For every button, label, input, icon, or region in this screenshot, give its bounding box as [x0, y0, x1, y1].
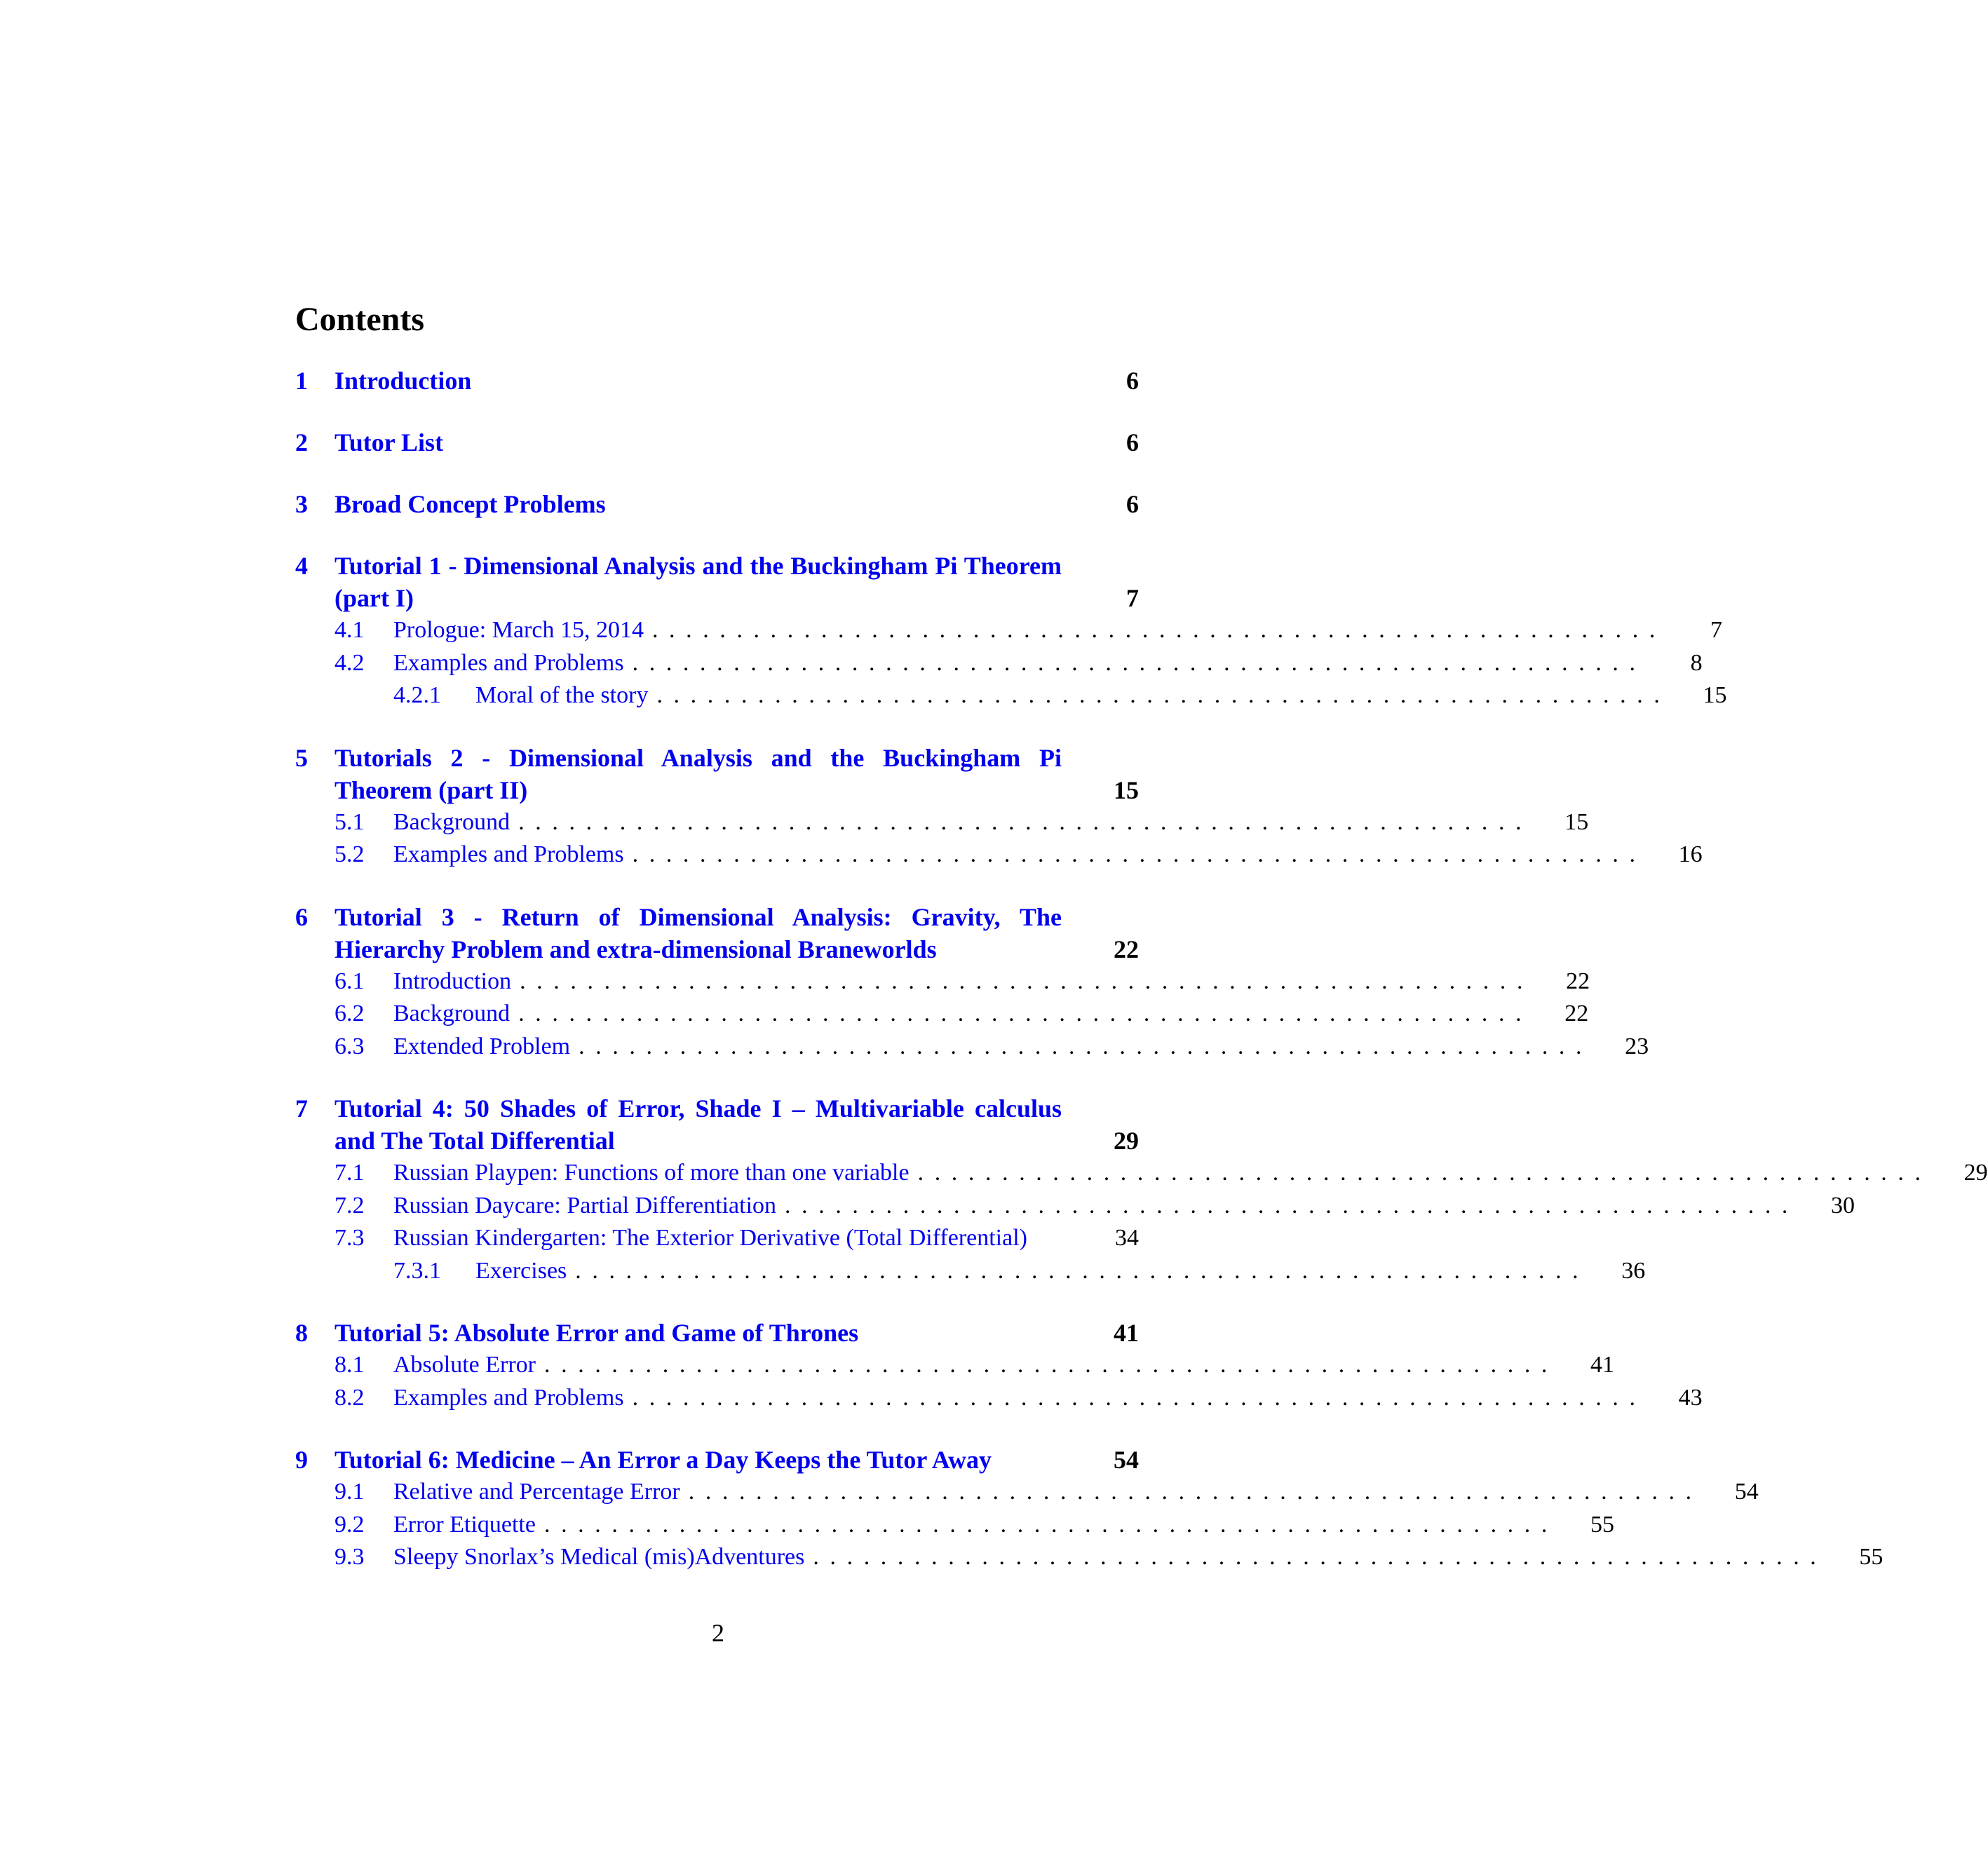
- toc-section-link[interactable]: [295, 1190, 1855, 1223]
- toc-section-link[interactable]: [295, 614, 1722, 647]
- chapter-page-number: 22: [1114, 935, 1139, 963]
- section-title: Prologue: March 15, 2014: [393, 617, 644, 643]
- section-number: 9.1: [334, 1479, 365, 1505]
- dot-leader: ............................................................: [632, 649, 1646, 676]
- dot-leader: ............................................................: [813, 1544, 1827, 1570]
- toc-chapter: [295, 365, 1139, 397]
- dot-leader: ............................................................: [575, 1257, 1590, 1284]
- section-number: 5.1: [334, 808, 365, 835]
- toc-section-link[interactable]: [295, 806, 1589, 839]
- chapter-title: Tutorial 5: Absolute Error and Game of Thrones: [334, 1319, 859, 1347]
- chapter-page-number: 7: [1126, 584, 1139, 612]
- toc-chapter-link[interactable]: [295, 901, 1139, 965]
- toc-chapter-link[interactable]: [295, 550, 1139, 614]
- chapter-number: 6: [295, 902, 308, 931]
- toc-chapter: [295, 1444, 1884, 1574]
- dot-leader: ............................................................: [520, 968, 1534, 994]
- toc-chapter-link[interactable]: [295, 742, 1139, 806]
- section-number: 7.3: [334, 1225, 365, 1251]
- section-title: Examples and Problems: [393, 841, 624, 867]
- section-title: Russian Playpen: Functions of more than one variable: [393, 1160, 910, 1186]
- section-title: Absolute Error: [393, 1352, 536, 1378]
- dot-leader: ............................................................: [544, 1352, 1559, 1378]
- chapter-number: 2: [295, 428, 308, 456]
- section-page-number: 54: [1734, 1479, 1759, 1505]
- dot-leader: ............................................................: [632, 1384, 1646, 1411]
- toc-chapter-link[interactable]: [295, 1092, 1139, 1157]
- section-title: Extended Problem: [393, 1033, 571, 1059]
- section-title: Exercises: [475, 1257, 567, 1284]
- chapter-title: Introduction: [334, 367, 472, 395]
- section-page-number: 41: [1590, 1352, 1615, 1378]
- section-number: 9.2: [334, 1511, 365, 1538]
- section-number: 7.1: [334, 1160, 365, 1186]
- section-number: 8.1: [334, 1352, 365, 1378]
- chapter-title: Tutorials 2 - Dimensional Analysis and the Buckingham Pi Theorem (part II): [334, 743, 1062, 804]
- chapter-title: Tutorial 6: Medicine – An Error a Day Keeps the Tutor Away: [334, 1446, 992, 1474]
- toc-section-link[interactable]: [295, 1509, 1614, 1542]
- chapter-number: 9: [295, 1446, 308, 1474]
- section-number: 4.2.1: [393, 682, 441, 708]
- chapter-title: Tutor List: [334, 428, 444, 456]
- section-page-number: 34: [1115, 1225, 1139, 1251]
- section-title: Sleepy Snorlax’s Medical (mis)Adventures: [393, 1544, 805, 1570]
- toc-section-link[interactable]: [295, 1349, 1615, 1382]
- section-page-number: 36: [1621, 1257, 1646, 1284]
- section-title: Introduction: [393, 968, 512, 994]
- section-number: 4.1: [334, 617, 365, 643]
- toc-chapter: [295, 742, 1703, 872]
- section-page-number: 30: [1831, 1192, 1855, 1219]
- chapter-title: Broad Concept Problems: [334, 490, 606, 518]
- section-number: 7.3.1: [393, 1257, 441, 1284]
- table-of-contents: [295, 365, 1988, 1603]
- toc-section-link[interactable]: [295, 998, 1589, 1031]
- section-title: Relative and Percentage Error: [393, 1479, 680, 1505]
- dot-leader: ............................................................: [518, 808, 1533, 835]
- section-page-number: 43: [1678, 1384, 1703, 1411]
- toc-chapter: [295, 426, 1139, 459]
- section-page-number: 15: [1564, 808, 1589, 835]
- section-number: 5.2: [334, 841, 365, 867]
- section-page-number: 29: [1963, 1160, 1988, 1186]
- section-page-number: 22: [1564, 1001, 1589, 1026]
- dot-leader: ............................................................: [917, 1160, 1932, 1186]
- section-number: 8.2: [334, 1384, 365, 1411]
- chapter-page-number: 54: [1114, 1446, 1139, 1474]
- dot-leader: ............................................................: [543, 1511, 1558, 1538]
- toc-chapter-link[interactable]: [295, 1317, 1139, 1349]
- chapter-title: Tutorial 4: 50 Shades of Error, Shade I – Multivariable calculus and The Total Differential: [334, 1094, 1062, 1155]
- dot-leader: ............................................................: [651, 617, 1666, 643]
- chapter-title: Tutorial 1 - Dimensional Analysis and the Buckingham Pi Theorem (part I): [334, 552, 1062, 612]
- toc-section-link[interactable]: [295, 1382, 1703, 1415]
- dot-leader: ............................................................: [579, 1033, 1593, 1059]
- toc-chapter: [295, 488, 1139, 520]
- section-number: 6.2: [334, 1001, 365, 1026]
- dot-leader: ............................................................: [518, 1001, 1533, 1026]
- section-number: 4.2: [334, 649, 365, 676]
- toc-chapter-link[interactable]: [295, 1444, 1139, 1476]
- section-page-number: 15: [1703, 682, 1727, 708]
- toc-chapter-link[interactable]: [295, 365, 1139, 397]
- section-page-number: 8: [1690, 649, 1703, 676]
- toc-section-link[interactable]: [295, 1541, 1884, 1574]
- section-title: Background: [393, 808, 510, 835]
- section-title: Examples and Problems: [393, 1384, 624, 1411]
- dot-leader: ............................................................: [632, 841, 1646, 867]
- toc-section-link[interactable]: [295, 647, 1703, 680]
- toc-section-link[interactable]: [295, 1222, 1139, 1255]
- chapter-page-number: 6: [1126, 428, 1139, 456]
- contents-heading: Contents: [295, 301, 425, 338]
- section-title: Examples and Problems: [393, 649, 624, 676]
- chapter-number: 3: [295, 490, 308, 518]
- chapter-title: Tutorial 3 - Return of Dimensional Analysis: Gravity, The Hierarchy Problem and extra-dimensional Braneworlds: [334, 902, 1062, 963]
- toc-section-link[interactable]: [295, 1476, 1759, 1509]
- section-page-number: 55: [1859, 1544, 1884, 1570]
- dot-leader: ............................................................: [688, 1479, 1703, 1505]
- toc-chapter-link[interactable]: [295, 426, 1139, 459]
- toc-subsection-link[interactable]: [295, 679, 1727, 712]
- toc-section-link[interactable]: [295, 839, 1703, 872]
- chapter-number: 1: [295, 367, 308, 395]
- toc-subsection-link[interactable]: [295, 1255, 1646, 1288]
- dot-leader: ............................................................: [656, 682, 1671, 708]
- chapter-page-number: 15: [1114, 775, 1139, 804]
- chapter-page-number: 6: [1126, 490, 1139, 518]
- chapter-number: 5: [295, 743, 308, 772]
- section-title: Moral of the story: [475, 682, 649, 708]
- toc-chapter: [295, 1317, 1703, 1414]
- toc-section-link[interactable]: [295, 1157, 1988, 1190]
- section-page-number: 55: [1590, 1511, 1614, 1538]
- section-page-number: 22: [1566, 968, 1590, 994]
- toc-section-link[interactable]: [295, 965, 1590, 998]
- toc-chapter: [295, 550, 1727, 712]
- section-number: 6.1: [334, 968, 365, 994]
- section-page-number: 7: [1710, 617, 1722, 643]
- chapter-page-number: 6: [1126, 367, 1139, 395]
- section-title: Russian Kindergarten: The Exterior Derivative (Total Differential): [393, 1225, 1027, 1251]
- section-number: 6.3: [334, 1033, 365, 1059]
- chapter-number: 8: [295, 1319, 308, 1347]
- section-title: Background: [393, 1001, 510, 1026]
- toc-chapter-link[interactable]: [295, 488, 1139, 520]
- section-number: 9.3: [334, 1544, 365, 1570]
- page-number: 2: [712, 1619, 724, 1647]
- chapter-number: 7: [295, 1094, 308, 1123]
- chapter-number: 4: [295, 552, 308, 580]
- toc-section-link[interactable]: [295, 1031, 1649, 1064]
- dot-leader: ............................................................: [785, 1192, 1799, 1219]
- chapter-page-number: 29: [1114, 1127, 1139, 1155]
- section-page-number: 23: [1625, 1033, 1649, 1059]
- section-title: Russian Daycare: Partial Differentiation: [393, 1192, 777, 1219]
- chapter-page-number: 41: [1114, 1319, 1139, 1347]
- toc-chapter: [295, 901, 1649, 1064]
- section-page-number: 16: [1678, 841, 1703, 867]
- toc-chapter: [295, 1092, 1988, 1287]
- section-title: Error Etiquette: [393, 1511, 536, 1538]
- section-number: 7.2: [334, 1192, 365, 1219]
